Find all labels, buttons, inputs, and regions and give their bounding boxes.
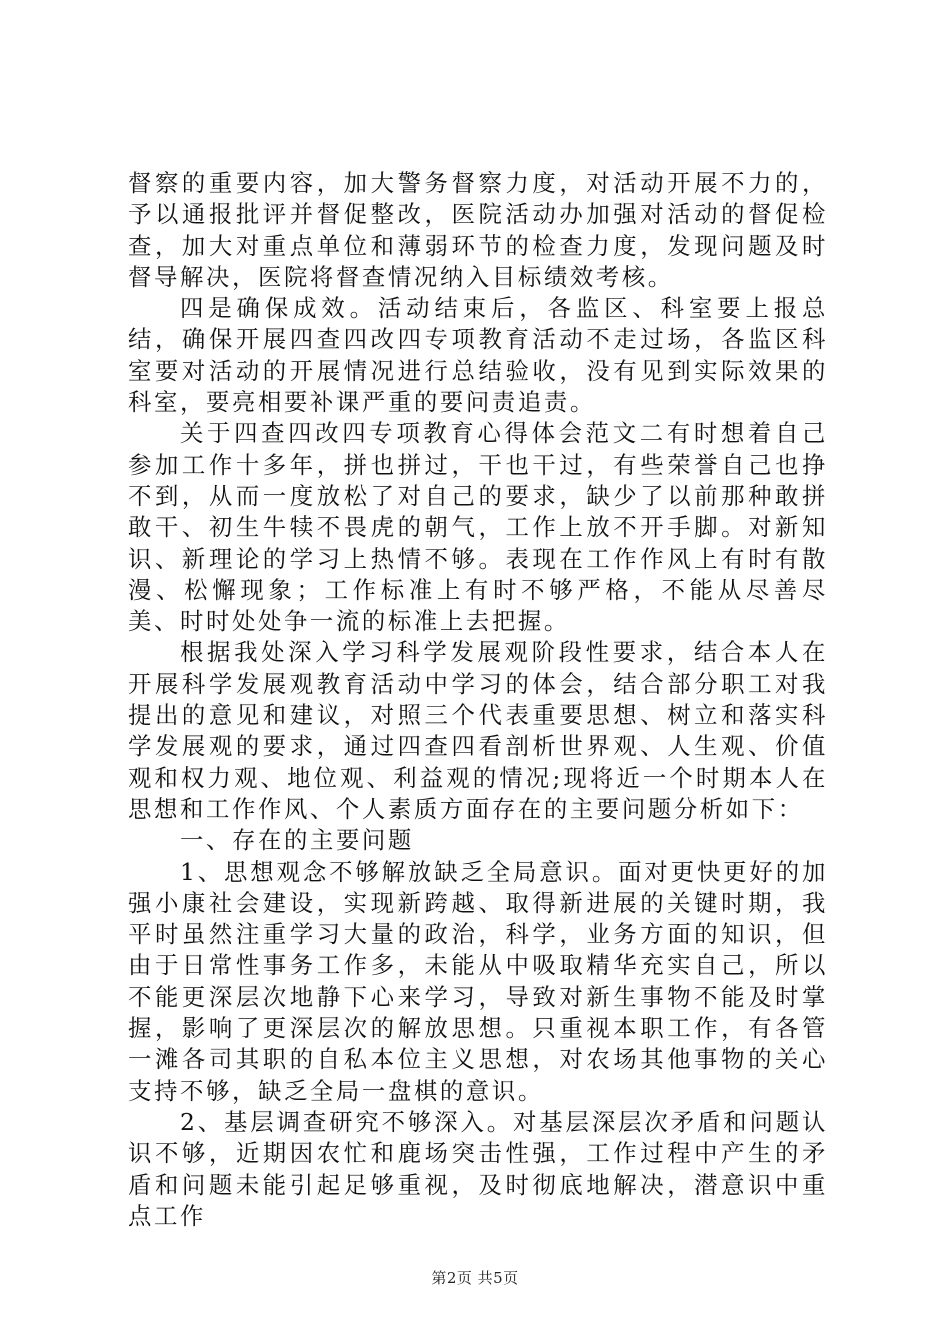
paragraph: 督察的重要内容，加大警务督察力度，对活动开展不力的，予以通报批评并督促整改，医院活动办加强对活动的督促检查，加大对重点单位和薄弱环节的检查力度，发现问题及时督导解决，医院将督查情况纳入目标绩效考核。 — [128, 169, 828, 291]
section-heading: 一、存在的主要问题 — [180, 826, 414, 855]
paragraph: 2、基层调查研究不够深入。对基层深层次矛盾和问题认识不够，近期因农忙和鹿场突击性强，工作过程中产生的矛盾和问题未能引起足够重视，及时彻底地解决，潜意识中重点工作 — [128, 1107, 828, 1230]
paragraph: 1、思想观念不够解放缺乏全局意识。面对更快更好的加强小康社会建设，实现新跨越、取得新进展的关键时期，我平时虽然注重学习大量的政治，科学，业务方面的知识，但由于日常性事务工作多，未能从中吸取精华充实自己，所以不能更深层次地静下心来学习，导致对新生事物不能及时掌握，影响了更深层次的解放思想。只重视本职工作，有各管一滩各司其职的自私本位主义思想，对农场其他事物的关心支持不够，缺乏全局一盘棋的意识。 — [128, 857, 828, 1105]
page-number-footer: 第2页 共5页 — [431, 1269, 519, 1287]
paragraph: 根据我处深入学习科学发展观阶段性要求，结合本人在开展科学发展观教育活动中学习的体会，结合部分职工对我提出的意见和建议，对照三个代表重要思想、树立和落实科学发展观的要求，通过四查四看剖析世界观、人生观、价值观和权力观、地位观、利益观的情况;现将近一个时期本人在思想和工作作风、个人素质方面存在的主要问题分析如下： — [128, 638, 828, 823]
document-body — [128, 168, 828, 1232]
paragraph: 四是确保成效。活动结束后，各监区、科室要上报总结，确保开展四查四改四专项教育活动不走过场，各监区科室要对活动的开展情况进行总结验收，没有见到实际效果的科室，要亮相要补课严重的要问责追责。 — [128, 294, 828, 417]
paragraph: 关于四查四改四专项教育心得体会范文二有时想着自己参加工作十多年，拼也拼过，干也干过，有些荣誉自己也挣不到，从而一度放松了对自己的要求，缺少了以前那种敢拼敢干、初生牛犊不畏虎的朝气，工作上放不开手脚。对新知识、新理论的学习上热情不够。表现在工作作风上有时有散漫、松懈现象；工作标准上有时不够严格，不能从尽善尽美、时时处处争一流的标准上去把握。 — [128, 419, 828, 636]
